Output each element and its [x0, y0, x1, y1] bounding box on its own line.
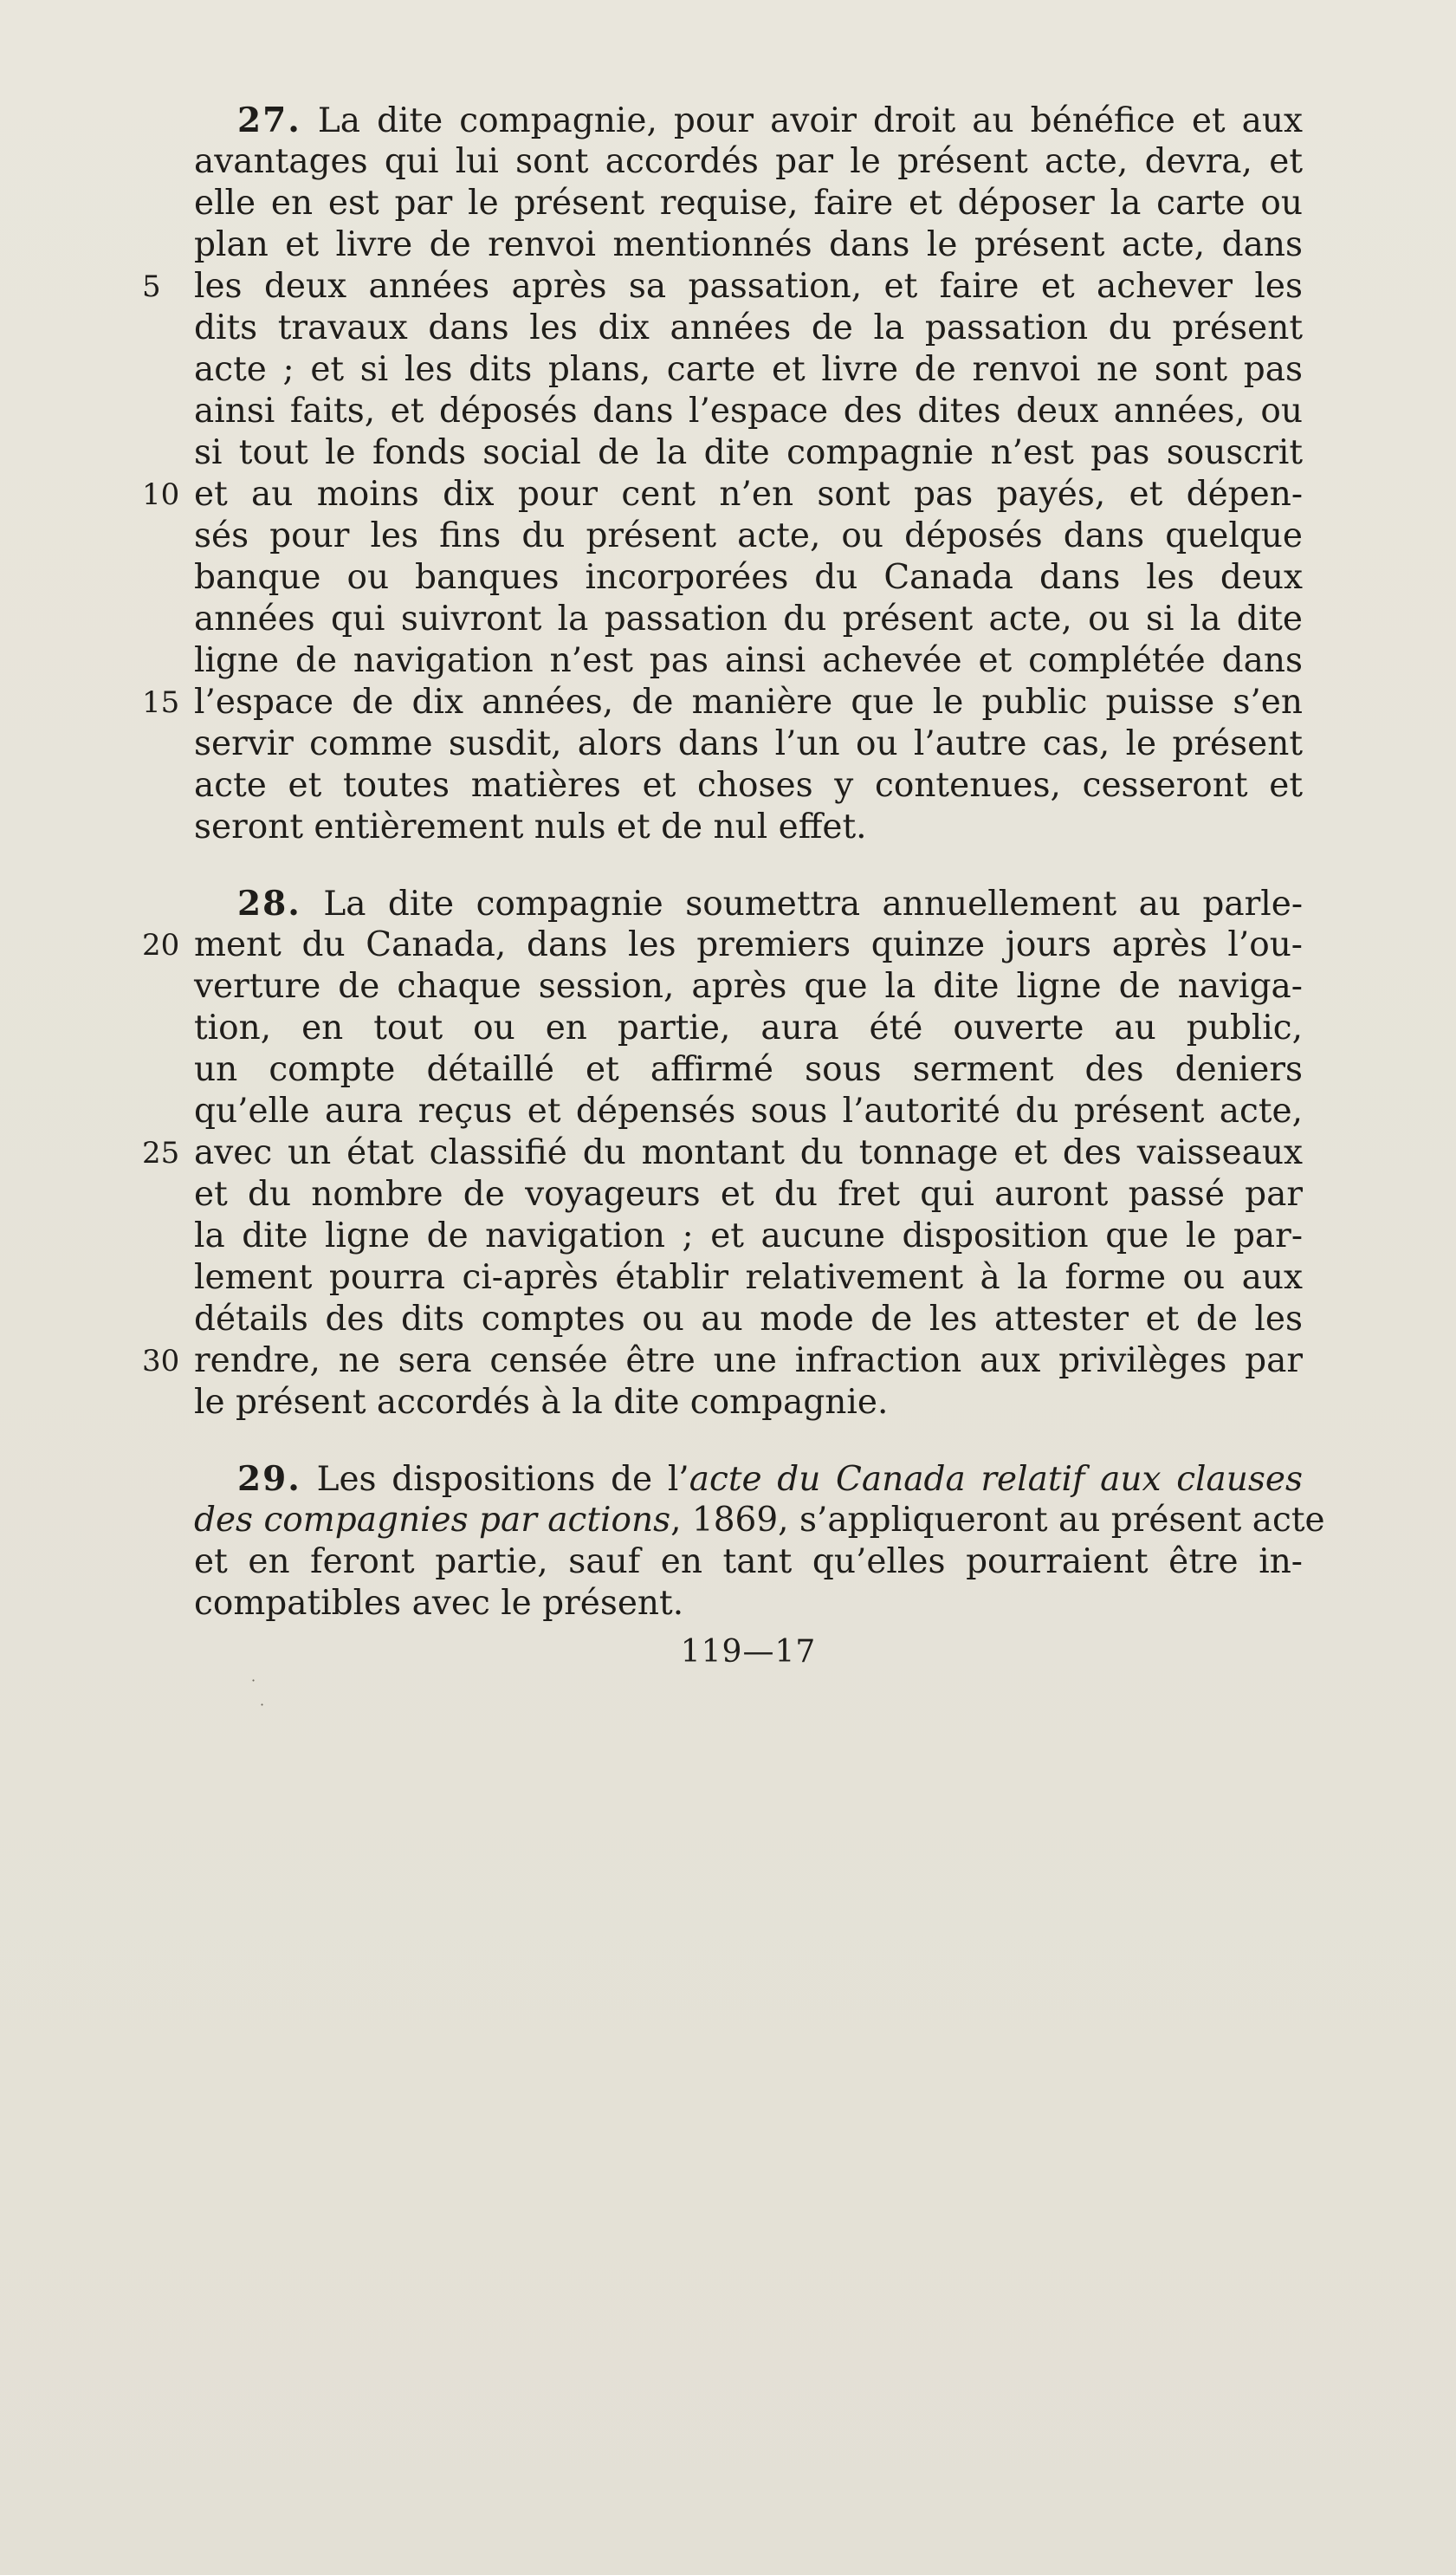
- section-27: [142, 100, 1303, 848]
- section-line: [194, 1458, 1303, 1500]
- section-text: qu’elle aura reçus et dépensés sous l’autorité du présent acte,: [194, 1092, 1303, 1131]
- section-text: rendre, ne sera censée être une infraction aux privilèges par: [194, 1341, 1303, 1380]
- section-line: [142, 682, 1303, 723]
- section-text: servir comme susdit, alors dans l’un ou l’autre cas, le présent: [194, 724, 1303, 763]
- section-line: [194, 1583, 1303, 1625]
- section-text: les deux années après sa passation, et faire et achever les: [194, 267, 1303, 306]
- section-text: seront entièrement nuls et de nul effet.: [194, 808, 867, 846]
- section-line: [194, 432, 1303, 474]
- paper-speck: ·: [251, 1672, 256, 1689]
- section-text: l’espace de dix années, de manière que le public puisse s’en: [194, 683, 1303, 722]
- section-line: [194, 807, 1303, 848]
- section-line: [142, 1340, 1303, 1382]
- section-text: années qui suivront la passation du présent acte, ou si la dite: [194, 600, 1303, 639]
- section-text: la dite ligne de navigation ; et aucune disposition que le par-: [194, 1216, 1303, 1255]
- section-line: [194, 966, 1303, 1008]
- section-text: ligne de navigation n’est pas ainsi achevée et complétée dans: [194, 641, 1303, 680]
- section-text: verture de chaque session, après que la dite ligne de naviga-: [194, 967, 1303, 1006]
- section-text: ment du Canada, dans les premiers quinze jours après l’ou-: [194, 925, 1303, 964]
- section-line: [194, 183, 1303, 224]
- section-line: [194, 1008, 1303, 1049]
- statute-text: [142, 100, 1325, 1673]
- section-text: et au moins dix pour cent n’en sont pas payés, et dépen-: [194, 475, 1303, 514]
- section-text: elle en est par le présent requise, faire et déposer la carte ou: [194, 184, 1303, 223]
- section-line: [194, 640, 1303, 682]
- section-line: [194, 1382, 1303, 1424]
- section-number: 27.: [237, 101, 301, 140]
- section-line: [194, 1049, 1303, 1091]
- section-line: [142, 924, 1303, 966]
- section-line: [194, 516, 1303, 557]
- section-line: [194, 100, 1303, 141]
- section-text: banque ou banques incorporées du Canada dans les deux: [194, 558, 1303, 597]
- section-number: 28.: [237, 884, 301, 924]
- section-text: La dite compagnie, pour avoir droit au bénéfice et aux: [317, 101, 1303, 140]
- margin-line-number: 5: [142, 269, 161, 304]
- section-text: avantages qui lui sont accordés par le présent acte, devra, et: [194, 142, 1303, 181]
- section-text: acte et toutes matières et choses y contenues, cesseront et: [194, 766, 1303, 805]
- section-line: [194, 723, 1303, 765]
- section-line: [142, 474, 1303, 516]
- section-line: [194, 1299, 1303, 1340]
- section-text: , 1869, s’appliqueront au présent acte: [670, 1501, 1325, 1540]
- section-line: [194, 557, 1303, 599]
- act-title-italic: des compagnies par actions: [194, 1501, 671, 1540]
- section-line: [194, 1091, 1303, 1132]
- act-title-italic: acte du Canada relatif aux clauses: [689, 1460, 1303, 1499]
- section-text: détails des dits comptes ou au mode de les attester et de les: [194, 1300, 1303, 1339]
- section-line: [194, 141, 1303, 183]
- section-29: [194, 1458, 1325, 1625]
- section-line: [194, 224, 1303, 266]
- section-text: Les dispositions de l’: [316, 1460, 689, 1499]
- section-text: le présent accordés à la dite compagnie.: [194, 1383, 889, 1422]
- paper-speck: ·: [260, 1696, 265, 1713]
- section-line: [194, 1541, 1303, 1583]
- margin-line-number: 15: [142, 685, 180, 720]
- section-line: [194, 308, 1303, 349]
- section-line: [194, 599, 1303, 640]
- section-line: [194, 1216, 1303, 1257]
- section-text: et du nombre de voyageurs et du fret qui auront passé par: [194, 1175, 1303, 1214]
- section-text: acte ; et si les dits plans, carte et livre de renvoi ne sont pas: [194, 350, 1303, 389]
- section-text: La dite compagnie soumettra annuellement au parle-: [323, 885, 1303, 924]
- section-text: plan et livre de renvoi mentionnés dans le présent acte, dans: [194, 225, 1303, 264]
- page-footer-number: 119—17: [680, 1634, 817, 1670]
- margin-line-number: 20: [142, 928, 180, 963]
- section-text: dits travaux dans les dix années de la passation du présent: [194, 308, 1303, 347]
- section-line: [194, 1500, 1325, 1541]
- section-text: sés pour les fins du présent acte, ou déposés dans quelque: [194, 516, 1303, 555]
- section-number: 29.: [237, 1459, 301, 1499]
- section-text: lement pourra ci-après établir relativement à la forme ou aux: [194, 1258, 1303, 1297]
- section-line: [194, 1257, 1303, 1299]
- section-text: tion, en tout ou en partie, aura été ouverte au public,: [194, 1009, 1303, 1048]
- section-text: si tout le fonds social de la dite compagnie n’est pas souscrit: [194, 433, 1303, 472]
- section-text: ainsi faits, et déposés dans l’espace des dites deux années, ou: [194, 392, 1303, 431]
- section-28: [142, 883, 1303, 1424]
- section-text: un compte détaillé et affirmé sous serment des deniers: [194, 1050, 1303, 1089]
- section-line: [194, 883, 1303, 924]
- section-line: [194, 349, 1303, 391]
- section-line: [194, 765, 1303, 807]
- margin-line-number: 30: [142, 1344, 180, 1378]
- section-line: [194, 391, 1303, 432]
- section-text: compatibles avec le présent.: [194, 1584, 684, 1623]
- section-line: [194, 1174, 1303, 1216]
- section-text: et en feront partie, sauf en tant qu’elles pourraient être in-: [194, 1542, 1303, 1581]
- margin-line-number: 10: [142, 477, 180, 512]
- margin-line-number: 25: [142, 1136, 180, 1171]
- section-line: [142, 1132, 1303, 1174]
- section-line: [142, 266, 1303, 308]
- section-text: avec un état classifié du montant du tonnage et des vaisseaux: [194, 1133, 1303, 1172]
